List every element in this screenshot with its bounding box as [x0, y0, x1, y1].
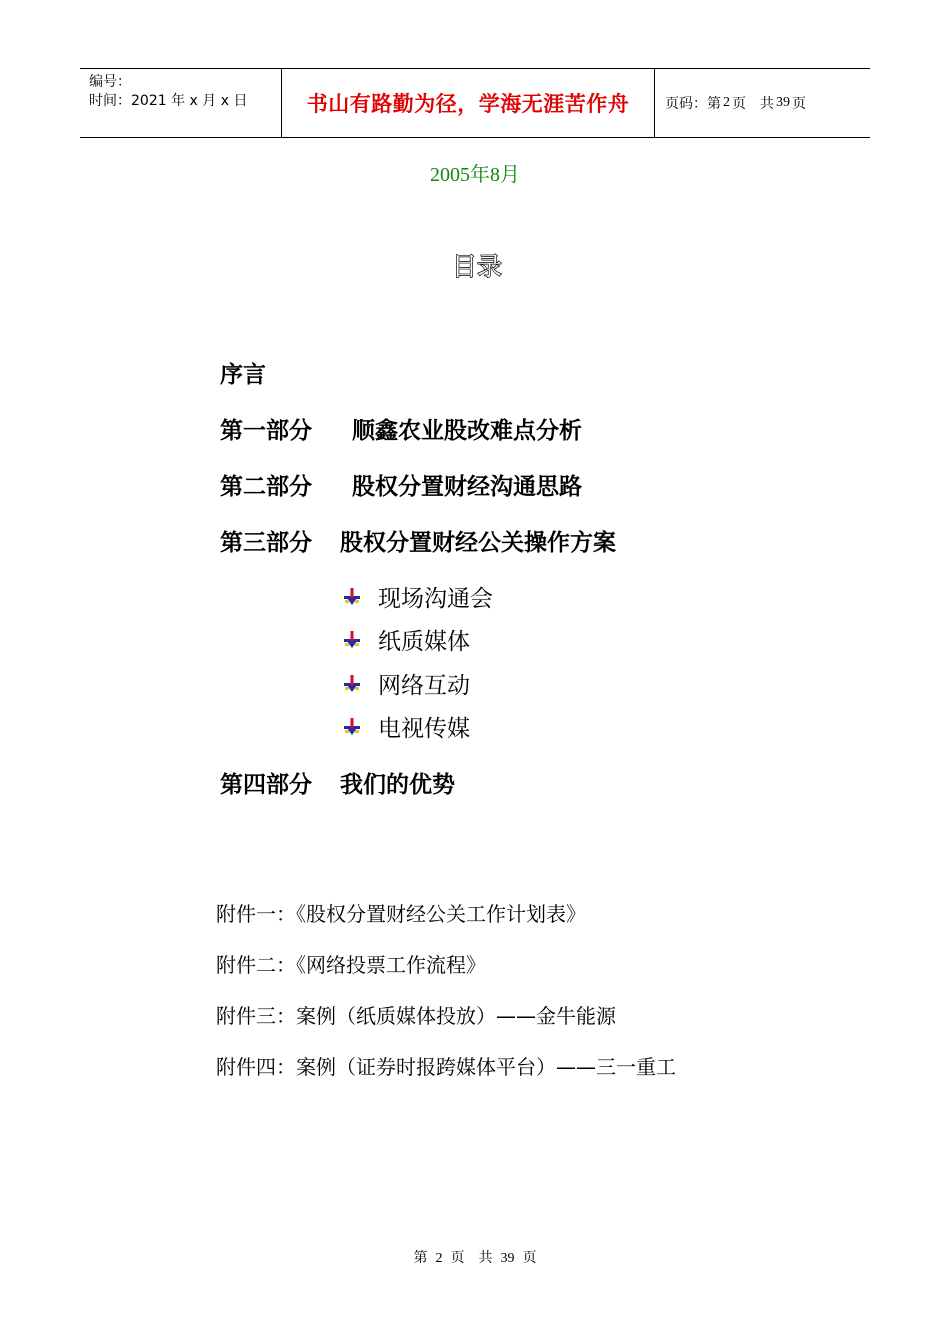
section-part: 第一部分: [220, 418, 312, 444]
toc-subitem: [342, 580, 493, 613]
page-mid: 页 共: [732, 96, 774, 112]
attachment-item: 附件一：《股权分置财经公关工作计划表》: [216, 902, 586, 926]
toc-section-1: [220, 412, 582, 445]
section-title: 我们的优势: [340, 772, 455, 798]
footer-suffix: 页: [522, 1251, 537, 1266]
attachment-item: 附件三：案例（纸质媒体投放）——金牛能源: [216, 1004, 616, 1028]
section-title: 股权分置财经公关操作方案: [340, 530, 616, 556]
page-total: 39: [776, 95, 790, 110]
arrow-down-bullet-icon: [342, 717, 362, 737]
header-page-info: [655, 69, 870, 137]
page-footer: [0, 1247, 950, 1267]
footer-prefix: 第: [413, 1251, 428, 1266]
section-part: 第二部分: [220, 474, 312, 500]
document-header: [80, 68, 870, 138]
toc-subitem: [342, 623, 470, 656]
page-current: 2: [723, 95, 730, 110]
arrow-down-bullet-icon: [342, 630, 362, 650]
section-part: 序言: [220, 362, 266, 388]
toc-subitem: [342, 667, 470, 700]
footer-total: 39: [500, 1251, 515, 1266]
toc-title: [449, 250, 505, 282]
toc-section-4: [220, 766, 455, 799]
subitem-label: 网络互动: [378, 673, 470, 699]
page-prefix: 页码：第: [665, 96, 721, 112]
attachment-item: 附件四：案例（证券时报跨媒体平台）——三一重工: [216, 1055, 676, 1079]
page-suffix: 页: [792, 96, 806, 112]
time-label: 时间：2021 年 x 月 x 日: [89, 93, 248, 109]
arrow-down-bullet-icon: [342, 587, 362, 607]
footer-mid: 页 共: [450, 1251, 493, 1266]
footer-current: 2: [435, 1251, 443, 1266]
toc-subitem: [342, 710, 470, 743]
toc-section-2: [220, 468, 582, 501]
document-date: 2005年8月: [430, 164, 520, 186]
code-label: 编号：: [89, 74, 131, 90]
toc-section-preface: [220, 356, 266, 389]
section-part: 第四部分: [220, 772, 312, 798]
toc-title-text: 目录: [451, 252, 503, 281]
section-part: 第三部分: [220, 530, 312, 556]
attachment-item: 附件二：《网络投票工作流程》: [216, 953, 486, 977]
subitem-label: 纸质媒体: [378, 629, 470, 655]
subitem-label: 现场沟通会: [378, 586, 493, 612]
toc-section-3: [220, 524, 616, 557]
header-motto: 书山有路勤为径，学海无涯苦作舟: [282, 69, 655, 137]
subitem-label: 电视传媒: [378, 716, 470, 742]
arrow-down-bullet-icon: [342, 674, 362, 694]
header-meta: [80, 69, 282, 137]
section-title: 股权分置财经沟通思路: [352, 474, 582, 500]
section-title: 顺鑫农业股改难点分析: [352, 418, 582, 444]
